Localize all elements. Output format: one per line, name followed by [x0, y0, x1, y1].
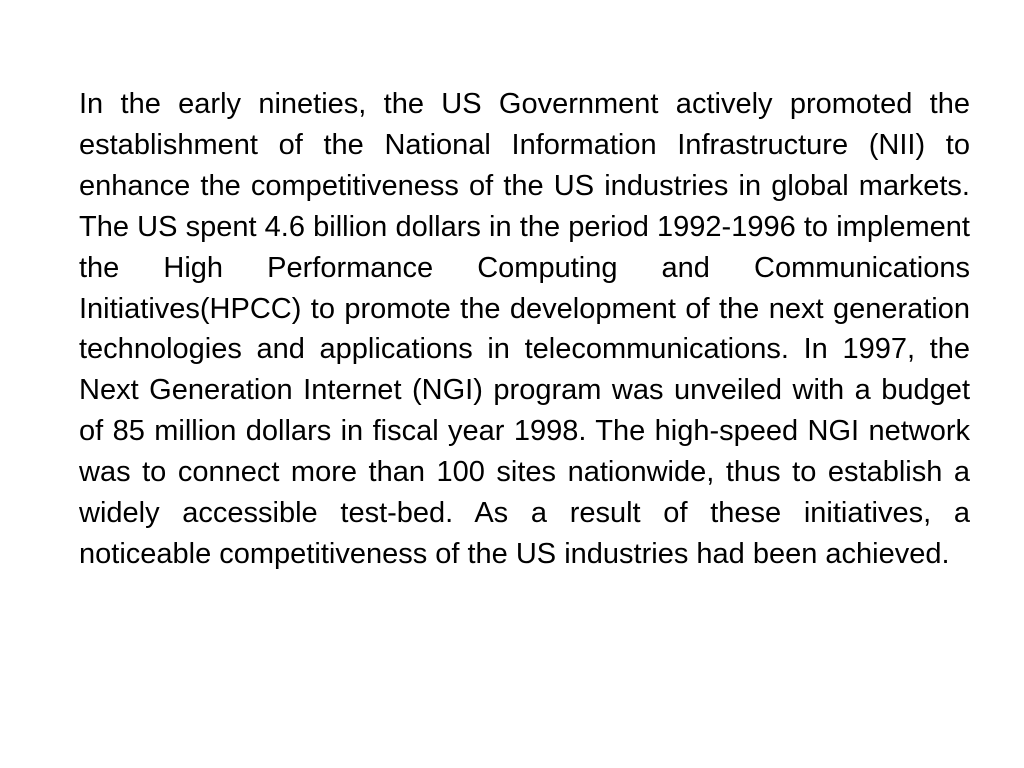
body-paragraph: In the early nineties, the US Government actively promoted the establishment of the National Information Infrastructure (NII) to enhance the competitiveness of the US industries in global markets. The US spent 4.6 billion dollars in the period 1992-1996 to implement the High Performance Computing and Communications Initiatives(HPCC) to promote the development of the next generation technologies and applications in telecommunications. In 1997, the Next Generation Internet (NGI) program was unveiled with a budget of 85 million dollars in fiscal year 1998. The high-speed NGI network was to connect more than 100 sites nationwide, thus to establish a widely accessible test-bed. As a result of these initiatives, a noticeable competitiveness of the US industries had been achieved.: [79, 88, 970, 570]
